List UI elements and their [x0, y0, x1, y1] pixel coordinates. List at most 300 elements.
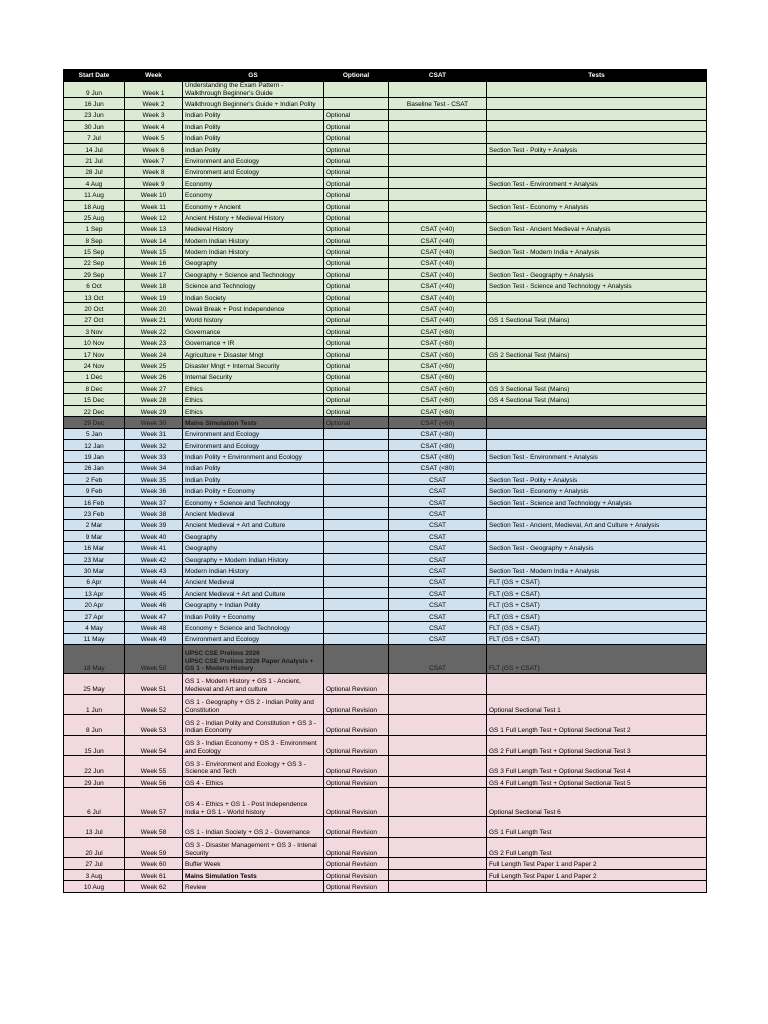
csat-cell[interactable] — [389, 155, 487, 166]
optional-cell[interactable]: Optional — [324, 314, 389, 325]
tests-cell[interactable] — [487, 360, 707, 371]
gs-cell[interactable]: Geography — [183, 542, 324, 553]
week-cell[interactable]: Week 39 — [125, 519, 183, 530]
csat-cell[interactable]: CSAT — [389, 519, 487, 530]
optional-cell[interactable] — [324, 462, 389, 473]
start-date-cell[interactable]: 10 Nov — [64, 337, 125, 348]
tests-cell[interactable] — [487, 531, 707, 542]
gs-cell[interactable]: Geography + Indian Polity — [183, 599, 324, 610]
start-date-cell[interactable]: 25 Aug — [64, 212, 125, 223]
optional-cell[interactable] — [324, 587, 389, 598]
csat-cell[interactable]: CSAT — [389, 531, 487, 542]
csat-cell[interactable]: CSAT (<60) — [389, 360, 487, 371]
week-cell[interactable]: Week 5 — [125, 132, 183, 143]
optional-cell[interactable]: Optional Revision — [324, 869, 389, 880]
start-date-cell[interactable]: 23 Feb — [64, 508, 125, 519]
header-gs[interactable]: GS — [183, 70, 324, 82]
optional-cell[interactable]: Optional — [324, 280, 389, 291]
csat-cell[interactable]: CSAT (<40) — [389, 246, 487, 257]
week-cell[interactable]: Week 57 — [125, 788, 183, 817]
week-cell[interactable]: Week 14 — [125, 234, 183, 245]
csat-cell[interactable]: CSAT (<80) — [389, 439, 487, 450]
tests-cell[interactable]: Section Test - Modern India + Analysis — [487, 246, 707, 257]
start-date-cell[interactable]: 20 Oct — [64, 303, 125, 314]
optional-cell[interactable]: Optional — [324, 394, 389, 405]
gs-cell[interactable]: GS 3 - Indian Economy + GS 3 - Environment and Ecology — [183, 735, 324, 756]
week-cell[interactable]: Week 50 — [125, 644, 183, 673]
tests-cell[interactable]: Section Test - Geography + Analysis — [487, 269, 707, 280]
gs-cell[interactable]: Indian Polity + Economy — [183, 485, 324, 496]
tests-cell[interactable]: Optional Sectional Test 6 — [487, 788, 707, 817]
tests-cell[interactable] — [487, 428, 707, 439]
gs-cell[interactable]: Modern Indian History — [183, 246, 324, 257]
optional-cell[interactable] — [324, 508, 389, 519]
tests-cell[interactable] — [487, 881, 707, 892]
csat-cell[interactable]: CSAT (<80) — [389, 428, 487, 439]
optional-cell[interactable]: Optional — [324, 234, 389, 245]
csat-cell[interactable] — [389, 82, 487, 98]
gs-cell[interactable]: Ethics — [183, 405, 324, 416]
week-cell[interactable]: Week 31 — [125, 428, 183, 439]
csat-cell[interactable]: CSAT — [389, 553, 487, 564]
gs-cell[interactable]: Ethics — [183, 394, 324, 405]
csat-cell[interactable] — [389, 166, 487, 177]
csat-cell[interactable]: CSAT — [389, 542, 487, 553]
gs-cell[interactable]: Indian Polity + Economy — [183, 610, 324, 621]
start-date-cell[interactable]: 29 Jun — [64, 776, 125, 787]
start-date-cell[interactable]: 16 Jun — [64, 98, 125, 109]
tests-cell[interactable]: FLT (GS + CSAT) — [487, 633, 707, 644]
optional-cell[interactable]: Optional — [324, 132, 389, 143]
tests-cell[interactable] — [487, 462, 707, 473]
optional-cell[interactable] — [324, 542, 389, 553]
optional-cell[interactable]: Optional — [324, 212, 389, 223]
tests-cell[interactable] — [487, 82, 707, 98]
optional-cell[interactable] — [324, 98, 389, 109]
optional-cell[interactable]: Optional Revision — [324, 715, 389, 736]
week-cell[interactable]: Week 17 — [125, 269, 183, 280]
start-date-cell[interactable]: 19 Jan — [64, 451, 125, 462]
csat-cell[interactable] — [389, 212, 487, 223]
tests-cell[interactable]: FLT (GS + CSAT) — [487, 576, 707, 587]
csat-cell[interactable] — [389, 132, 487, 143]
gs-cell[interactable]: Understanding the Exam Pattern - Walkthrough Beginner's Guide — [183, 82, 324, 98]
gs-cell[interactable]: Ancient Medieval — [183, 576, 324, 587]
gs-cell[interactable]: World history — [183, 314, 324, 325]
gs-cell[interactable]: GS 1 - Modern History + GS 1 - Ancient, Medieval and Art and culture — [183, 673, 324, 694]
csat-cell[interactable]: CSAT — [389, 633, 487, 644]
gs-cell[interactable]: Indian Polity — [183, 109, 324, 120]
start-date-cell[interactable]: 2 Feb — [64, 474, 125, 485]
optional-cell[interactable] — [324, 565, 389, 576]
optional-cell[interactable]: Optional — [324, 246, 389, 257]
optional-cell[interactable]: Optional — [324, 405, 389, 416]
week-cell[interactable]: Week 25 — [125, 360, 183, 371]
week-cell[interactable]: Week 26 — [125, 371, 183, 382]
optional-cell[interactable]: Optional — [324, 166, 389, 177]
optional-cell[interactable]: Optional — [324, 337, 389, 348]
tests-cell[interactable] — [487, 132, 707, 143]
start-date-cell[interactable]: 22 Dec — [64, 405, 125, 416]
csat-cell[interactable] — [389, 189, 487, 200]
start-date-cell[interactable]: 2 Mar — [64, 519, 125, 530]
week-cell[interactable]: Week 55 — [125, 756, 183, 777]
week-cell[interactable]: Week 21 — [125, 314, 183, 325]
week-cell[interactable]: Week 60 — [125, 858, 183, 869]
week-cell[interactable]: Week 27 — [125, 382, 183, 393]
week-cell[interactable]: Week 43 — [125, 565, 183, 576]
start-date-cell[interactable]: 6 Jul — [64, 788, 125, 817]
gs-cell[interactable]: GS 1 - Indian Society + GS 2 - Governance — [183, 817, 324, 838]
tests-cell[interactable]: GS 1 Sectional Test (Mains) — [487, 314, 707, 325]
gs-cell[interactable]: Geography — [183, 257, 324, 268]
week-cell[interactable]: Week 51 — [125, 673, 183, 694]
csat-cell[interactable] — [389, 869, 487, 880]
optional-cell[interactable]: Optional Revision — [324, 673, 389, 694]
csat-cell[interactable] — [389, 858, 487, 869]
csat-cell[interactable]: CSAT (<40) — [389, 280, 487, 291]
gs-cell[interactable]: Ethics — [183, 382, 324, 393]
csat-cell[interactable] — [389, 143, 487, 154]
start-date-cell[interactable]: 6 Oct — [64, 280, 125, 291]
optional-cell[interactable] — [324, 519, 389, 530]
week-cell[interactable]: Week 61 — [125, 869, 183, 880]
csat-cell[interactable]: CSAT (<80) — [389, 462, 487, 473]
csat-cell[interactable]: CSAT — [389, 496, 487, 507]
week-cell[interactable]: Week 40 — [125, 531, 183, 542]
week-cell[interactable]: Week 44 — [125, 576, 183, 587]
start-date-cell[interactable]: 16 Mar — [64, 542, 125, 553]
tests-cell[interactable] — [487, 337, 707, 348]
tests-cell[interactable]: Section Test - Economy + Analysis — [487, 485, 707, 496]
week-cell[interactable]: Week 11 — [125, 200, 183, 211]
start-date-cell[interactable]: 26 Jan — [64, 462, 125, 473]
optional-cell[interactable] — [324, 496, 389, 507]
tests-cell[interactable]: FLT (GS + CSAT) — [487, 587, 707, 598]
week-cell[interactable]: Week 36 — [125, 485, 183, 496]
week-cell[interactable]: Week 59 — [125, 837, 183, 858]
tests-cell[interactable] — [487, 212, 707, 223]
tests-cell[interactable] — [487, 166, 707, 177]
csat-cell[interactable]: CSAT (<60) — [389, 394, 487, 405]
week-cell[interactable]: Week 48 — [125, 622, 183, 633]
tests-cell[interactable]: GS 1 Full Length Test — [487, 817, 707, 838]
csat-cell[interactable] — [389, 715, 487, 736]
optional-cell[interactable]: Optional — [324, 417, 389, 428]
csat-cell[interactable] — [389, 881, 487, 892]
week-cell[interactable]: Week 46 — [125, 599, 183, 610]
csat-cell[interactable] — [389, 109, 487, 120]
tests-cell[interactable] — [487, 508, 707, 519]
csat-cell[interactable]: CSAT — [389, 485, 487, 496]
tests-cell[interactable]: GS 3 Sectional Test (Mains) — [487, 382, 707, 393]
tests-cell[interactable]: Full Length Test Paper 1 and Paper 2 — [487, 858, 707, 869]
tests-cell[interactable] — [487, 155, 707, 166]
gs-cell[interactable]: Governance + IR — [183, 337, 324, 348]
csat-cell[interactable]: CSAT (<40) — [389, 314, 487, 325]
tests-cell[interactable]: FLT (GS + CSAT) — [487, 599, 707, 610]
csat-cell[interactable]: CSAT (<60) — [389, 326, 487, 337]
optional-cell[interactable] — [324, 82, 389, 98]
tests-cell[interactable]: FLT (GS + CSAT) — [487, 644, 707, 673]
optional-cell[interactable]: Optional — [324, 223, 389, 234]
tests-cell[interactable]: FLT (GS + CSAT) — [487, 622, 707, 633]
header-start-date[interactable]: Start Date — [64, 70, 125, 82]
start-date-cell[interactable]: 21 Jul — [64, 155, 125, 166]
tests-cell[interactable]: Section Test - Science and Technology + Analysis — [487, 280, 707, 291]
tests-cell[interactable] — [487, 291, 707, 302]
gs-cell[interactable]: Indian Polity + Environment and Ecology — [183, 451, 324, 462]
gs-cell[interactable]: Environment and Ecology — [183, 633, 324, 644]
gs-cell[interactable]: Ancient History + Medieval History — [183, 212, 324, 223]
tests-cell[interactable]: GS 4 Full Length Test + Optional Sectional Test 5 — [487, 776, 707, 787]
gs-cell[interactable]: GS 3 - Disaster Management + GS 3 - Intenal Security — [183, 837, 324, 858]
gs-cell[interactable]: Indian Polity — [183, 143, 324, 154]
optional-cell[interactable]: Optional — [324, 326, 389, 337]
week-cell[interactable]: Week 10 — [125, 189, 183, 200]
week-cell[interactable]: Week 34 — [125, 462, 183, 473]
csat-cell[interactable]: Baseline Test - CSAT — [389, 98, 487, 109]
gs-cell[interactable]: Modern Indian History — [183, 234, 324, 245]
gs-cell[interactable]: Ancient Medieval + Art and Culture — [183, 519, 324, 530]
optional-cell[interactable]: Optional Revision — [324, 837, 389, 858]
week-cell[interactable]: Week 24 — [125, 348, 183, 359]
optional-cell[interactable]: Optional — [324, 371, 389, 382]
csat-cell[interactable]: CSAT (<40) — [389, 223, 487, 234]
week-cell[interactable]: Week 8 — [125, 166, 183, 177]
optional-cell[interactable]: Optional Revision — [324, 735, 389, 756]
optional-cell[interactable] — [324, 644, 389, 673]
tests-cell[interactable] — [487, 109, 707, 120]
start-date-cell[interactable]: 20 Apr — [64, 599, 125, 610]
week-cell[interactable]: Week 52 — [125, 694, 183, 715]
gs-cell[interactable]: Ancient Medieval + Art and Culture — [183, 587, 324, 598]
tests-cell[interactable]: Section Test - Geography + Analysis — [487, 542, 707, 553]
optional-cell[interactable]: Optional Revision — [324, 788, 389, 817]
optional-cell[interactable] — [324, 474, 389, 485]
csat-cell[interactable]: CSAT — [389, 599, 487, 610]
start-date-cell[interactable]: 22 Jun — [64, 756, 125, 777]
csat-cell[interactable]: CSAT — [389, 508, 487, 519]
week-cell[interactable]: Week 16 — [125, 257, 183, 268]
tests-cell[interactable]: GS 2 Full Length Test + Optional Sectional Test 3 — [487, 735, 707, 756]
header-week[interactable]: Week — [125, 70, 183, 82]
tests-cell[interactable]: Section Test - Science and Technology + Analysis — [487, 496, 707, 507]
week-cell[interactable]: Week 53 — [125, 715, 183, 736]
optional-cell[interactable]: Optional Revision — [324, 694, 389, 715]
gs-cell[interactable]: Economy — [183, 189, 324, 200]
header-tests[interactable]: Tests — [487, 70, 707, 82]
gs-cell[interactable]: GS 3 - Environment and Ecology + GS 3 - Science and Tech — [183, 756, 324, 777]
tests-cell[interactable] — [487, 326, 707, 337]
optional-cell[interactable]: Optional — [324, 269, 389, 280]
csat-cell[interactable]: CSAT (<60) — [389, 337, 487, 348]
week-cell[interactable]: Week 47 — [125, 610, 183, 621]
csat-cell[interactable]: CSAT — [389, 644, 487, 673]
tests-cell[interactable]: GS 1 Full Length Test + Optional Sectional Test 2 — [487, 715, 707, 736]
week-cell[interactable]: Week 23 — [125, 337, 183, 348]
gs-cell[interactable]: Medieval History — [183, 223, 324, 234]
optional-cell[interactable] — [324, 610, 389, 621]
gs-cell[interactable]: Diwali Break + Post Independence — [183, 303, 324, 314]
csat-cell[interactable]: CSAT — [389, 587, 487, 598]
tests-cell[interactable]: Section Test - Polity + Analysis — [487, 143, 707, 154]
week-cell[interactable]: Week 2 — [125, 98, 183, 109]
gs-cell[interactable]: Indian Polity — [183, 462, 324, 473]
tests-cell[interactable]: Section Test - Economy + Analysis — [487, 200, 707, 211]
start-date-cell[interactable]: 28 Jul — [64, 166, 125, 177]
start-date-cell[interactable]: 23 Mar — [64, 553, 125, 564]
csat-cell[interactable]: CSAT — [389, 474, 487, 485]
tests-cell[interactable]: GS 4 Sectional Test (Mains) — [487, 394, 707, 405]
week-cell[interactable]: Week 41 — [125, 542, 183, 553]
gs-cell[interactable]: Modern Indian History — [183, 565, 324, 576]
week-cell[interactable]: Week 7 — [125, 155, 183, 166]
optional-cell[interactable] — [324, 633, 389, 644]
csat-cell[interactable] — [389, 177, 487, 188]
week-cell[interactable]: Week 37 — [125, 496, 183, 507]
csat-cell[interactable]: CSAT (<40) — [389, 303, 487, 314]
week-cell[interactable]: Week 20 — [125, 303, 183, 314]
tests-cell[interactable]: Section Test - Ancient Medieval + Analysis — [487, 223, 707, 234]
csat-cell[interactable]: CSAT (<60) — [389, 382, 487, 393]
week-cell[interactable]: Week 1 — [125, 82, 183, 98]
start-date-cell[interactable]: 27 Apr — [64, 610, 125, 621]
tests-cell[interactable] — [487, 234, 707, 245]
optional-cell[interactable]: Optional — [324, 143, 389, 154]
csat-cell[interactable] — [389, 837, 487, 858]
optional-cell[interactable]: Optional — [324, 348, 389, 359]
start-date-cell[interactable]: 13 Oct — [64, 291, 125, 302]
gs-cell[interactable]: Environment and Ecology — [183, 428, 324, 439]
gs-cell[interactable]: Economy + Science and Technology — [183, 622, 324, 633]
tests-cell[interactable] — [487, 189, 707, 200]
optional-cell[interactable] — [324, 553, 389, 564]
start-date-cell[interactable]: 5 Jan — [64, 428, 125, 439]
week-cell[interactable]: Week 19 — [125, 291, 183, 302]
start-date-cell[interactable]: 17 Nov — [64, 348, 125, 359]
optional-cell[interactable] — [324, 451, 389, 462]
gs-cell[interactable]: Environment and Ecology — [183, 155, 324, 166]
tests-cell[interactable] — [487, 303, 707, 314]
gs-cell[interactable]: Internal Security — [183, 371, 324, 382]
optional-cell[interactable]: Optional — [324, 189, 389, 200]
optional-cell[interactable] — [324, 599, 389, 610]
csat-cell[interactable] — [389, 694, 487, 715]
start-date-cell[interactable]: 3 Nov — [64, 326, 125, 337]
gs-cell[interactable]: GS 2 - Indian Polity and Constitution + GS 3 - Indian Economy — [183, 715, 324, 736]
optional-cell[interactable]: Optional — [324, 303, 389, 314]
start-date-cell[interactable]: 4 May — [64, 622, 125, 633]
gs-cell[interactable]: Geography + Modern Indian History — [183, 553, 324, 564]
start-date-cell[interactable]: 1 Sep — [64, 223, 125, 234]
csat-cell[interactable]: CSAT (<40) — [389, 257, 487, 268]
header-optional[interactable]: Optional — [324, 70, 389, 82]
start-date-cell[interactable]: 29 Dec — [64, 417, 125, 428]
week-cell[interactable]: Week 62 — [125, 881, 183, 892]
start-date-cell[interactable]: 15 Sep — [64, 246, 125, 257]
tests-cell[interactable]: Section Test - Polity + Analysis — [487, 474, 707, 485]
optional-cell[interactable]: Optional — [324, 177, 389, 188]
start-date-cell[interactable]: 23 Jun — [64, 109, 125, 120]
start-date-cell[interactable]: 9 Feb — [64, 485, 125, 496]
optional-cell[interactable]: Optional — [324, 200, 389, 211]
tests-cell[interactable]: Section Test - Environment + Analysis — [487, 451, 707, 462]
csat-cell[interactable]: CSAT (<60) — [389, 348, 487, 359]
week-cell[interactable]: Week 42 — [125, 553, 183, 564]
week-cell[interactable]: Week 28 — [125, 394, 183, 405]
start-date-cell[interactable]: 11 Aug — [64, 189, 125, 200]
csat-cell[interactable] — [389, 776, 487, 787]
optional-cell[interactable]: Optional Revision — [324, 817, 389, 838]
csat-cell[interactable]: CSAT (<60) — [389, 371, 487, 382]
week-cell[interactable]: Week 9 — [125, 177, 183, 188]
optional-cell[interactable]: Optional — [324, 257, 389, 268]
start-date-cell[interactable]: 18 Aug — [64, 200, 125, 211]
gs-cell[interactable]: Disaster Mngt + Internal Security — [183, 360, 324, 371]
week-cell[interactable]: Week 38 — [125, 508, 183, 519]
week-cell[interactable]: Week 49 — [125, 633, 183, 644]
week-cell[interactable]: Week 32 — [125, 439, 183, 450]
tests-cell[interactable]: Full Length Test Paper 1 and Paper 2 — [487, 869, 707, 880]
start-date-cell[interactable]: 13 Jul — [64, 817, 125, 838]
optional-cell[interactable]: Optional Revision — [324, 881, 389, 892]
tests-cell[interactable] — [487, 417, 707, 428]
tests-cell[interactable]: GS 3 Full Length Test + Optional Sectional Test 4 — [487, 756, 707, 777]
optional-cell[interactable]: Optional — [324, 155, 389, 166]
gs-cell[interactable]: Economy + Science and Technology — [183, 496, 324, 507]
week-cell[interactable]: Week 29 — [125, 405, 183, 416]
header-csat[interactable]: CSAT — [389, 70, 487, 82]
start-date-cell[interactable]: 9 Jun — [64, 82, 125, 98]
gs-cell[interactable]: Review — [183, 881, 324, 892]
start-date-cell[interactable]: 27 Oct — [64, 314, 125, 325]
gs-cell[interactable]: Mains Simulation Tests — [183, 417, 324, 428]
gs-cell[interactable]: Environment and Ecology — [183, 166, 324, 177]
csat-cell[interactable] — [389, 120, 487, 131]
optional-cell[interactable]: Optional — [324, 382, 389, 393]
start-date-cell[interactable]: 15 Jun — [64, 735, 125, 756]
start-date-cell[interactable]: 12 Jan — [64, 439, 125, 450]
week-cell[interactable]: Week 58 — [125, 817, 183, 838]
optional-cell[interactable]: Optional — [324, 120, 389, 131]
gs-cell[interactable]: Geography — [183, 531, 324, 542]
csat-cell[interactable] — [389, 788, 487, 817]
optional-cell[interactable]: Optional Revision — [324, 776, 389, 787]
optional-cell[interactable] — [324, 576, 389, 587]
tests-cell[interactable]: Section Test - Environment + Analysis — [487, 177, 707, 188]
csat-cell[interactable]: CSAT — [389, 622, 487, 633]
gs-cell[interactable]: Indian Polity — [183, 120, 324, 131]
week-cell[interactable]: Week 30 — [125, 417, 183, 428]
start-date-cell[interactable]: 8 Sep — [64, 234, 125, 245]
gs-cell[interactable]: Indian Polity — [183, 132, 324, 143]
week-cell[interactable]: Week 45 — [125, 587, 183, 598]
start-date-cell[interactable]: 18 May — [64, 644, 125, 673]
gs-cell[interactable]: Governance — [183, 326, 324, 337]
gs-cell[interactable]: Economy — [183, 177, 324, 188]
start-date-cell[interactable]: 3 Aug — [64, 869, 125, 880]
week-cell[interactable]: Week 4 — [125, 120, 183, 131]
tests-cell[interactable]: GS 2 Full Length Test — [487, 837, 707, 858]
gs-cell[interactable]: UPSC CSE Prelims 2026 UPSC CSE Prelims 2026 Paper Analysis + GS 1 - Modern History — [183, 644, 324, 673]
tests-cell[interactable] — [487, 257, 707, 268]
start-date-cell[interactable]: 13 Apr — [64, 587, 125, 598]
tests-cell[interactable]: Section Test - Modern India + Analysis — [487, 565, 707, 576]
week-cell[interactable]: Week 18 — [125, 280, 183, 291]
optional-cell[interactable]: Optional — [324, 291, 389, 302]
gs-cell[interactable]: GS 1 - Geography + GS 2 - Indian Polity and Constitution — [183, 694, 324, 715]
